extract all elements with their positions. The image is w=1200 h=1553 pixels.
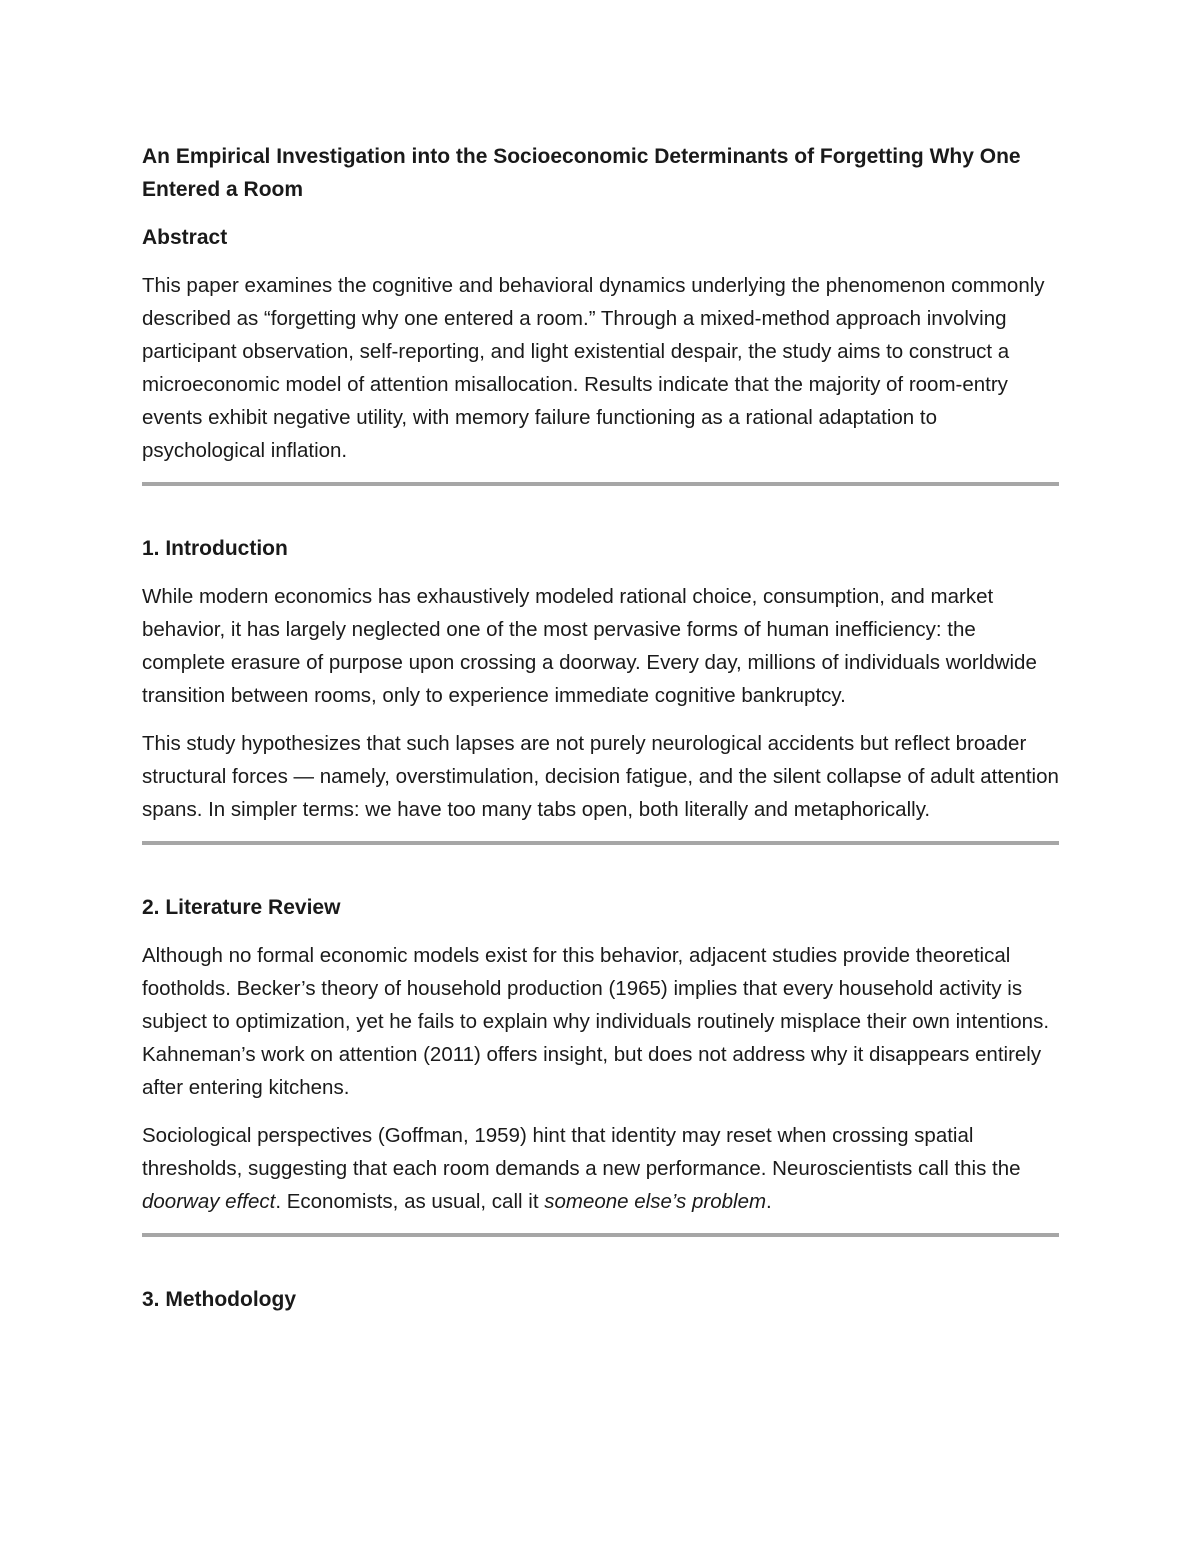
document-body bbox=[142, 140, 1060, 1331]
literature-review-paragraph-2 bbox=[142, 1119, 1060, 1218]
lit-text-segment: . bbox=[766, 1190, 772, 1213]
lit-text-segment: . Economists, as usual, call it bbox=[275, 1190, 545, 1213]
introduction-paragraph-1: While modern economics has exhaustively modeled rational choice, consumption, and market behavior, it has largely neglected one of the most pervasive forms of human inefficiency: the complete erasure of purpose upon crossing a doorway. Every day, millions of individuals worldwide transition between rooms, only to experience immediate cognitive bankruptcy. bbox=[142, 585, 1037, 707]
section-divider bbox=[142, 1233, 1059, 1237]
section-divider bbox=[142, 482, 1059, 486]
introduction-heading: 1. Introduction bbox=[142, 537, 288, 560]
paper-title: An Empirical Investigation into the Socioeconomic Determinants of Forgetting Why One Entered a Room bbox=[142, 145, 1021, 201]
literature-review-heading: 2. Literature Review bbox=[142, 896, 341, 919]
section-divider bbox=[142, 841, 1059, 845]
abstract-paragraph: This paper examines the cognitive and behavioral dynamics underlying the phenomenon commonly described as “forgetting why one entered a room.” Through a mixed-method approach involving participant observation, self-reporting, and light existential despair, the study aims to construct a microeconomic model of attention misallocation. Results indicate that the majority of room-entry events exhibit negative utility, with memory failure functioning as a rational adaptation to psychological inflation. bbox=[142, 274, 1045, 462]
literature-review-paragraph-1: Although no formal economic models exist for this behavior, adjacent studies provide theoretical footholds. Becker’s theory of household production (1965) implies that every household activity is subject to optimization, yet he fails to explain why individuals routinely misplace their own intentions. Kahneman’s work on attention (2011) offers insight, but does not address why it disappears entirely after entering kitchens. bbox=[142, 944, 1050, 1099]
someone-elses-problem-emphasis: someone else’s problem bbox=[544, 1190, 767, 1213]
methodology-heading: 3. Methodology bbox=[142, 1288, 296, 1311]
introduction-paragraph-2: This study hypothesizes that such lapses are not purely neurological accidents but reflect broader structural forces — namely, overstimulation, decision fatigue, and the silent collapse of adult attention spans. In simpler terms: we have too many tabs open, both literally and metaphorically. bbox=[142, 732, 1059, 821]
doorway-effect-emphasis: doorway effect bbox=[142, 1190, 276, 1213]
lit-text-segment: Sociological perspectives (Goffman, 1959) hint that identity may reset when crossing spatial thresholds, suggesting that each room demands a new performance. Neuroscientists call this the bbox=[142, 1124, 1021, 1180]
abstract-heading: Abstract bbox=[142, 226, 228, 249]
